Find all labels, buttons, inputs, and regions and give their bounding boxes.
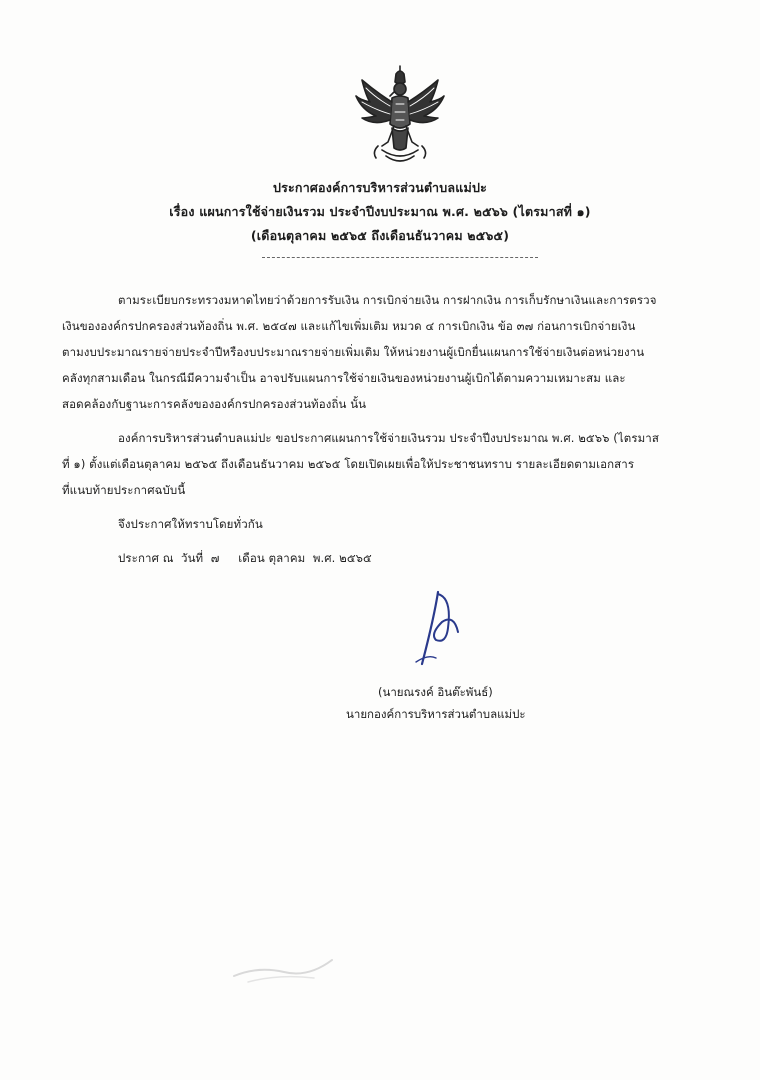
announcement-title: ประกาศองค์การบริหารส่วนตำบลแม่ปะ — [272, 180, 488, 195]
paragraph2-line: ที่ ๑) ตั้งแต่เดือนตุลาคม ๒๕๖๕ ถึงเดือนธันวาคม ๒๕๖๕ โดยเปิดเผยเพื่อให้ประชาชนทราบ รายละเอียดตามเอกสาร — [62, 457, 635, 471]
paragraph1-line: คลังทุกสามเดือน ในกรณีมีความจำเป็น อาจปรับแผนการใช้จ่ายเงินของหน่วยงานผู้เบิกได้ตามความเหมาะสม และ — [62, 371, 626, 385]
signer-title: นายกองค์การบริหารส่วนตำบลแม่ปะ — [346, 707, 526, 721]
announcement-period: (เดือนตุลาคม ๒๕๖๕ ถึงเดือนธันวาคม ๒๕๖๕) — [250, 228, 510, 243]
announcement-subject: เรื่อง แผนการใช้จ่ายเงินรวม ประจำปีงบประมาณ พ.ศ. ๒๕๖๖ (ไตรมาสที่ ๑) — [169, 204, 591, 219]
announcement-date: ประกาศ ณ วันที่ ๗ เดือน ตุลาคม พ.ศ. ๒๕๖๕ — [118, 551, 372, 565]
paragraph2-line: ที่แนบท้ายประกาศฉบับนี้ — [62, 483, 186, 497]
paragraph1-line: ตามงบประมาณรายจ่ายประจำปีหรืองบประมาณรายจ่ายเพิ่มเติม ให้หน่วยงานผู้เบิกยื่นแผนการใช้จ่ายเงินต่อหน่วยงาน — [62, 345, 645, 359]
garuda-emblem-icon — [352, 62, 448, 166]
paragraph1-line: เงินขององค์กรปกครองส่วนท้องถิ่น พ.ศ. ๒๕๔๗ และแก้ไขเพิ่มเติม หมวด ๔ การเบิกเงิน ข้อ ๓๗ ก่อนการเบิกจ่ายเงิน — [62, 319, 636, 333]
paragraph1-line: ตามระเบียบกระทรวงมหาดไทยว่าด้วยการรับเงิน การเบิกจ่ายเงิน การฝากเงิน การเก็บรักษาเงินและการตรวจ — [118, 293, 657, 307]
paragraph2-line: องค์การบริหารส่วนตำบลแม่ปะ ขอประกาศแผนการใช้จ่ายเงินรวม ประจำปีงบประมาณ พ.ศ. ๒๕๖๖ (ไตรมาส — [118, 431, 659, 445]
heading-divider — [262, 257, 538, 258]
scan-smudge — [228, 948, 338, 988]
closing-statement: จึงประกาศให้ทราบโดยทั่วกัน — [118, 517, 263, 531]
signer-name: (นายณรงค์ อินต๊ะพันธ์) — [378, 685, 493, 699]
paragraph1-line: สอดคล้องกับฐานะการคลังขององค์กรปกครองส่วนท้องถิ่น นั้น — [62, 397, 367, 411]
handwritten-signature — [408, 588, 470, 670]
